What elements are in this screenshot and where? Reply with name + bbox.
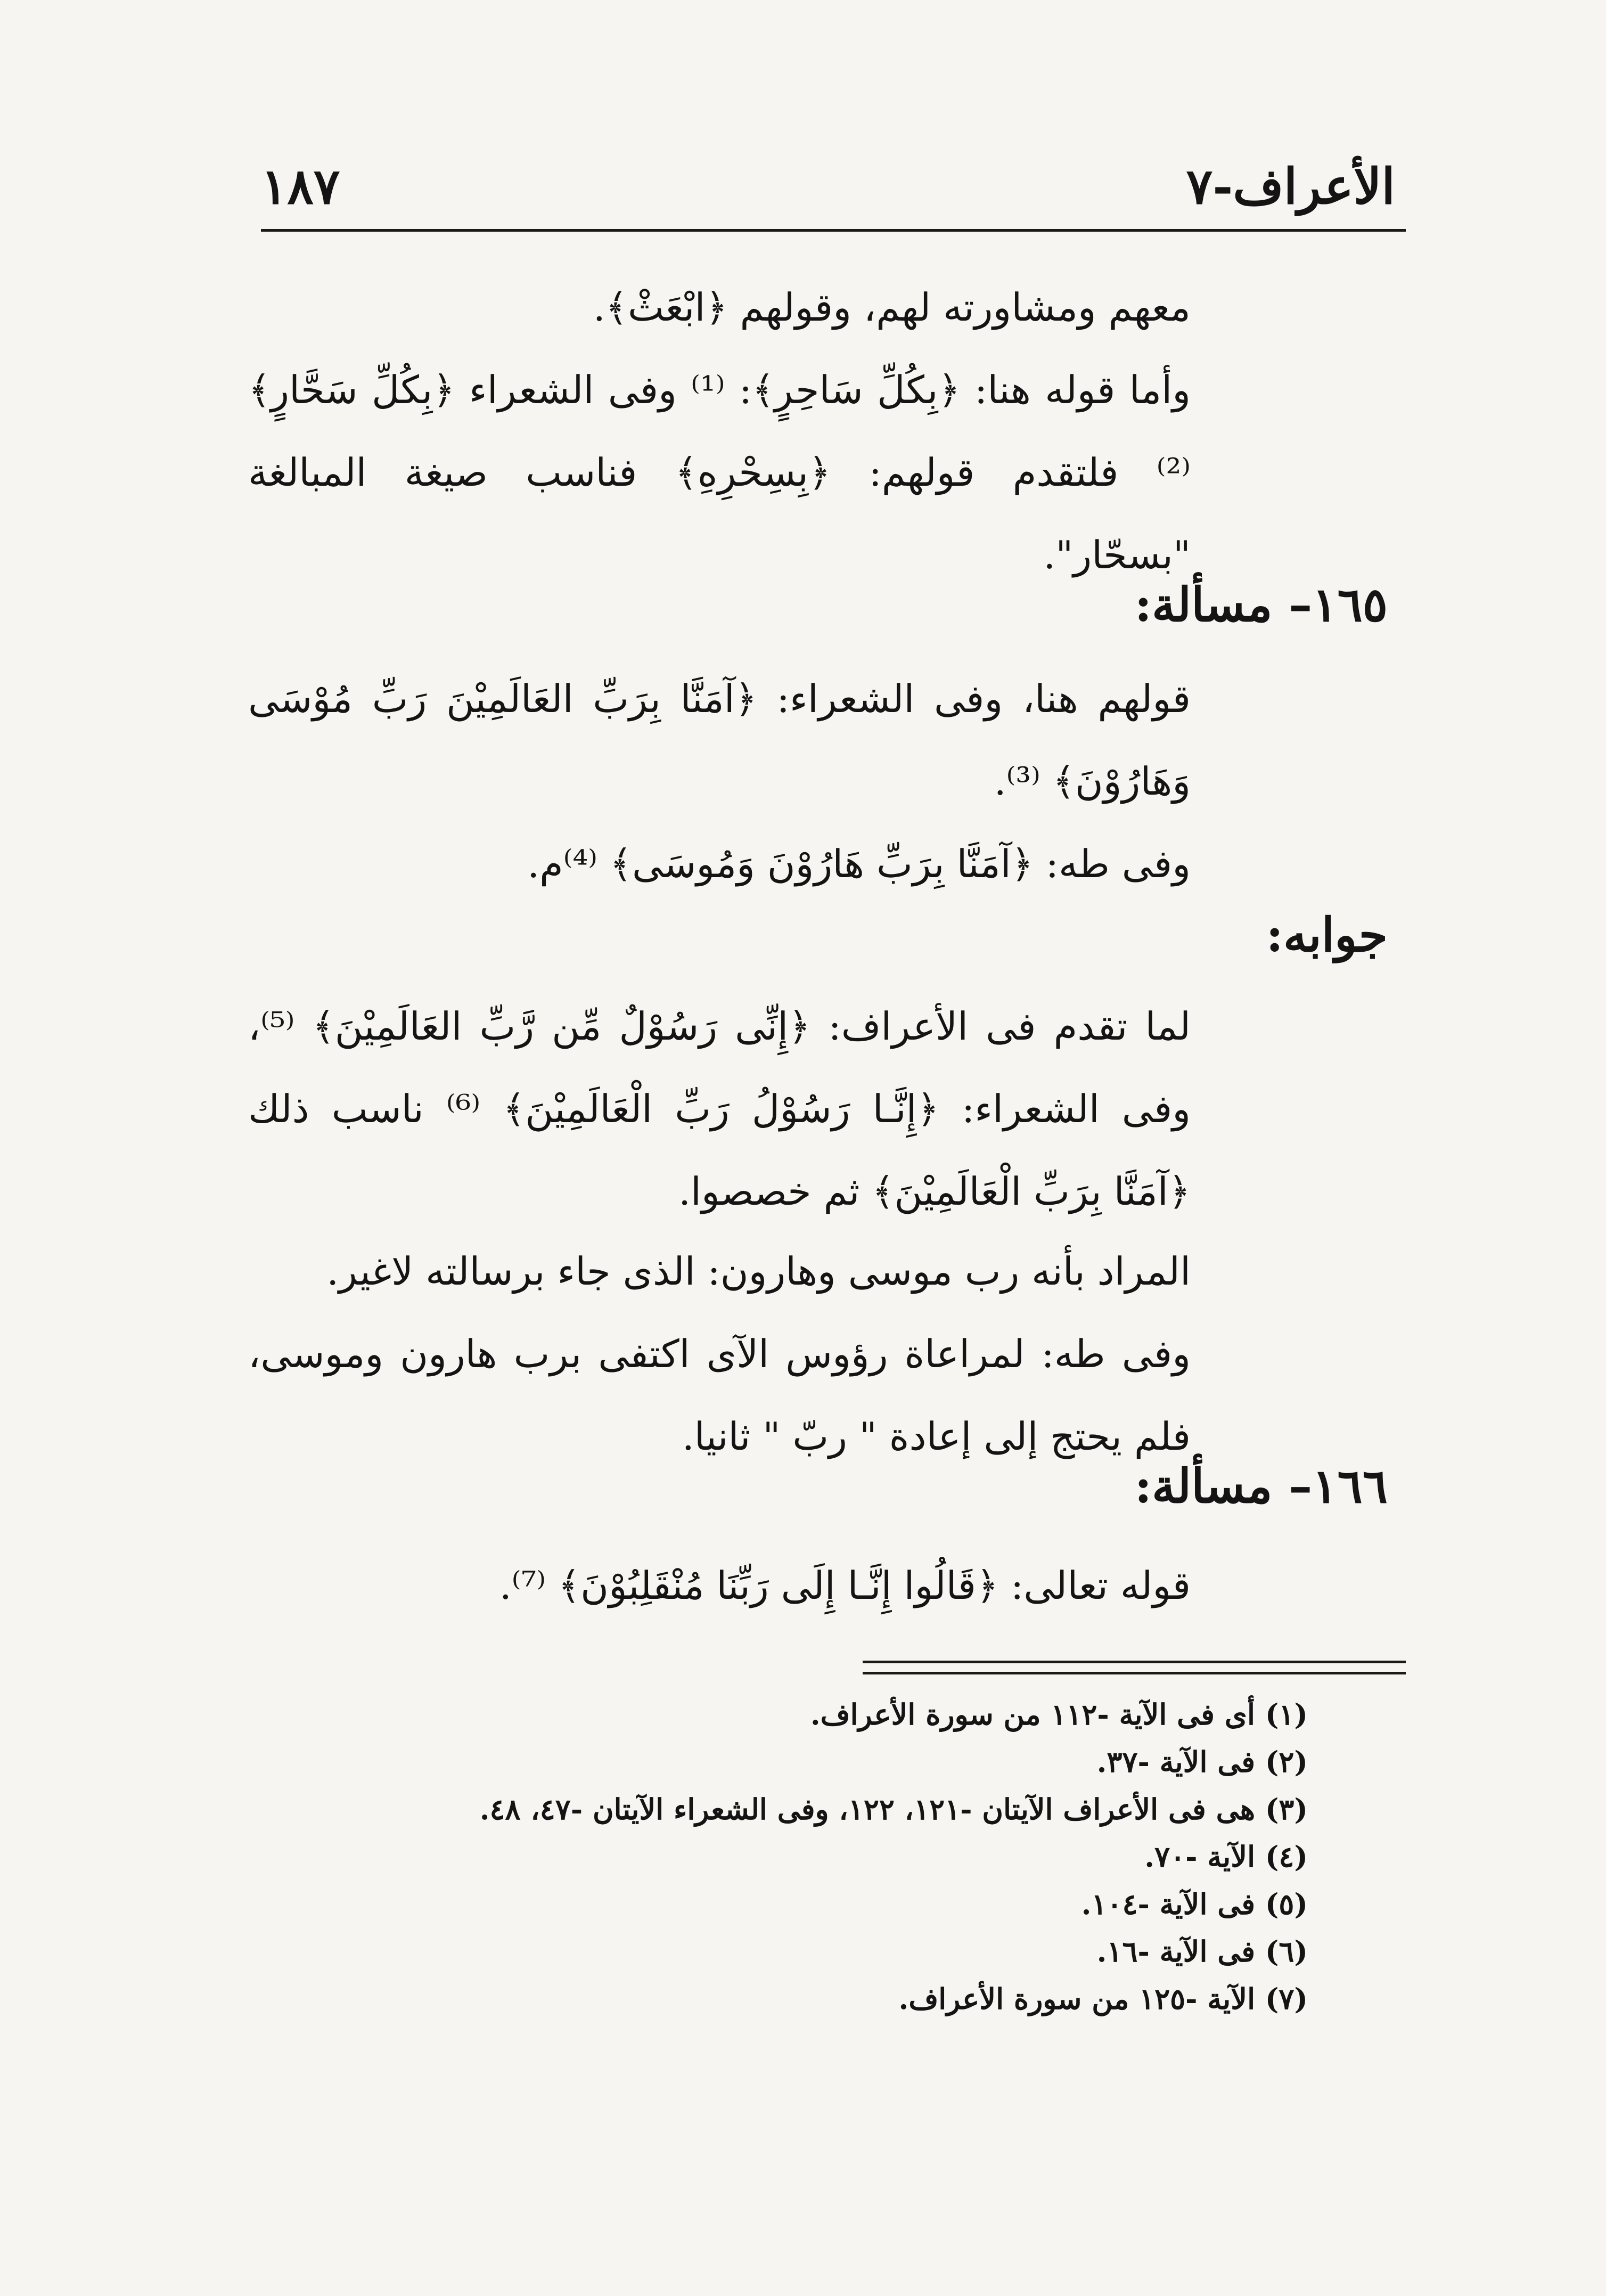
footnote: (٤) الآية -٧٠.: [1144, 1840, 1308, 1874]
footnote: (٦) فى الآية -١٦.: [1096, 1934, 1308, 1968]
paragraph: وأما قوله هنا: ﴿بِكُلِّ سَاحِرٍ﴾: ⁽¹⁾ وفى الشعراء ﴿بِكُلِّ سَحَّارٍ﴾ ⁽²⁾ فلتقدم قولهم: ﴿بِسِحْرِهِ﴾ فناسب صيغة المبالغة "بسحّار".: [248, 367, 1191, 577]
footnote: (٥) فى الآية -١٠٤.: [1081, 1887, 1308, 1921]
paragraph: معهم ومشاورته لهم، وقولهم ﴿ابْعَثْ﴾.: [593, 285, 1191, 330]
footnote: (٣) هى فى الأعراف الآيتان -١٢١، ١٢٢، وفى الشعراء الآيتان -٤٧، ٤٨.: [479, 1792, 1308, 1826]
footnote: (١) أى فى الآية -١١٢ من سورة الأعراف.: [810, 1697, 1308, 1731]
footnote: (٢) فى الآية -٣٧.: [1096, 1745, 1308, 1779]
footnotes: [190, 1691, 1308, 2023]
chapter-title: الأعراف-٧: [1186, 158, 1395, 215]
paragraph: قولهم هنا، وفى الشعراء: ﴿آمَنَّا بِرَبِّ العَالَمِيْنَ رَبِّ مُوْسَى وَهَارُوْنَ﴾ ⁽³⁾.: [248, 676, 1191, 804]
footnote-rule: [863, 1661, 1406, 1674]
paragraph: لما تقدم فى الأعراف: ﴿إِنِّى رَسُوْلٌ مِّن رَّبِّ العَالَمِيْنَ﴾ ⁽⁵⁾، وفى الشعراء: ﴿إِنَّـا رَسُوْلُ رَبِّ الْعَالَمِيْنَ﴾ ⁽⁶⁾ ناسب ذلك ﴿آمَنَّا بِرَبِّ الْعَالَمِيْنَ﴾ ثم خصصوا.: [248, 1004, 1191, 1214]
section-heading: ١٦٦– مسألة:: [1134, 1458, 1388, 1514]
page-number: ١٨٧: [261, 158, 340, 215]
section-heading: ١٦٥– مسألة:: [1134, 577, 1388, 632]
header-rule: [261, 229, 1406, 232]
paragraph: المراد بأنه رب موسى وهارون: الذى جاء برسالته لاغير.: [326, 1249, 1191, 1294]
page-header: [261, 152, 1395, 221]
footnote: (٧) الآية -١٢٥ من سورة الأعراف.: [898, 1982, 1308, 2016]
section-heading: جوابه:: [1266, 907, 1388, 962]
paragraph: وفى طه: ﴿آمَنَّا بِرَبِّ هَارُوْنَ وَمُوسَى﴾ ⁽⁴⁾م.: [527, 841, 1191, 886]
paragraph: قوله تعالى: ﴿قَالُوا إِنَّـا إِلَى رَبِّنَا مُنْقَلِبُوْنَ﴾ ⁽⁷⁾.: [499, 1563, 1191, 1608]
paragraph: وفى طه: لمراعاة رؤوس الآى اكتفى برب هارون وموسى، فلم يحتج إلى إعادة " ربّ " ثانيا.: [248, 1331, 1191, 1459]
